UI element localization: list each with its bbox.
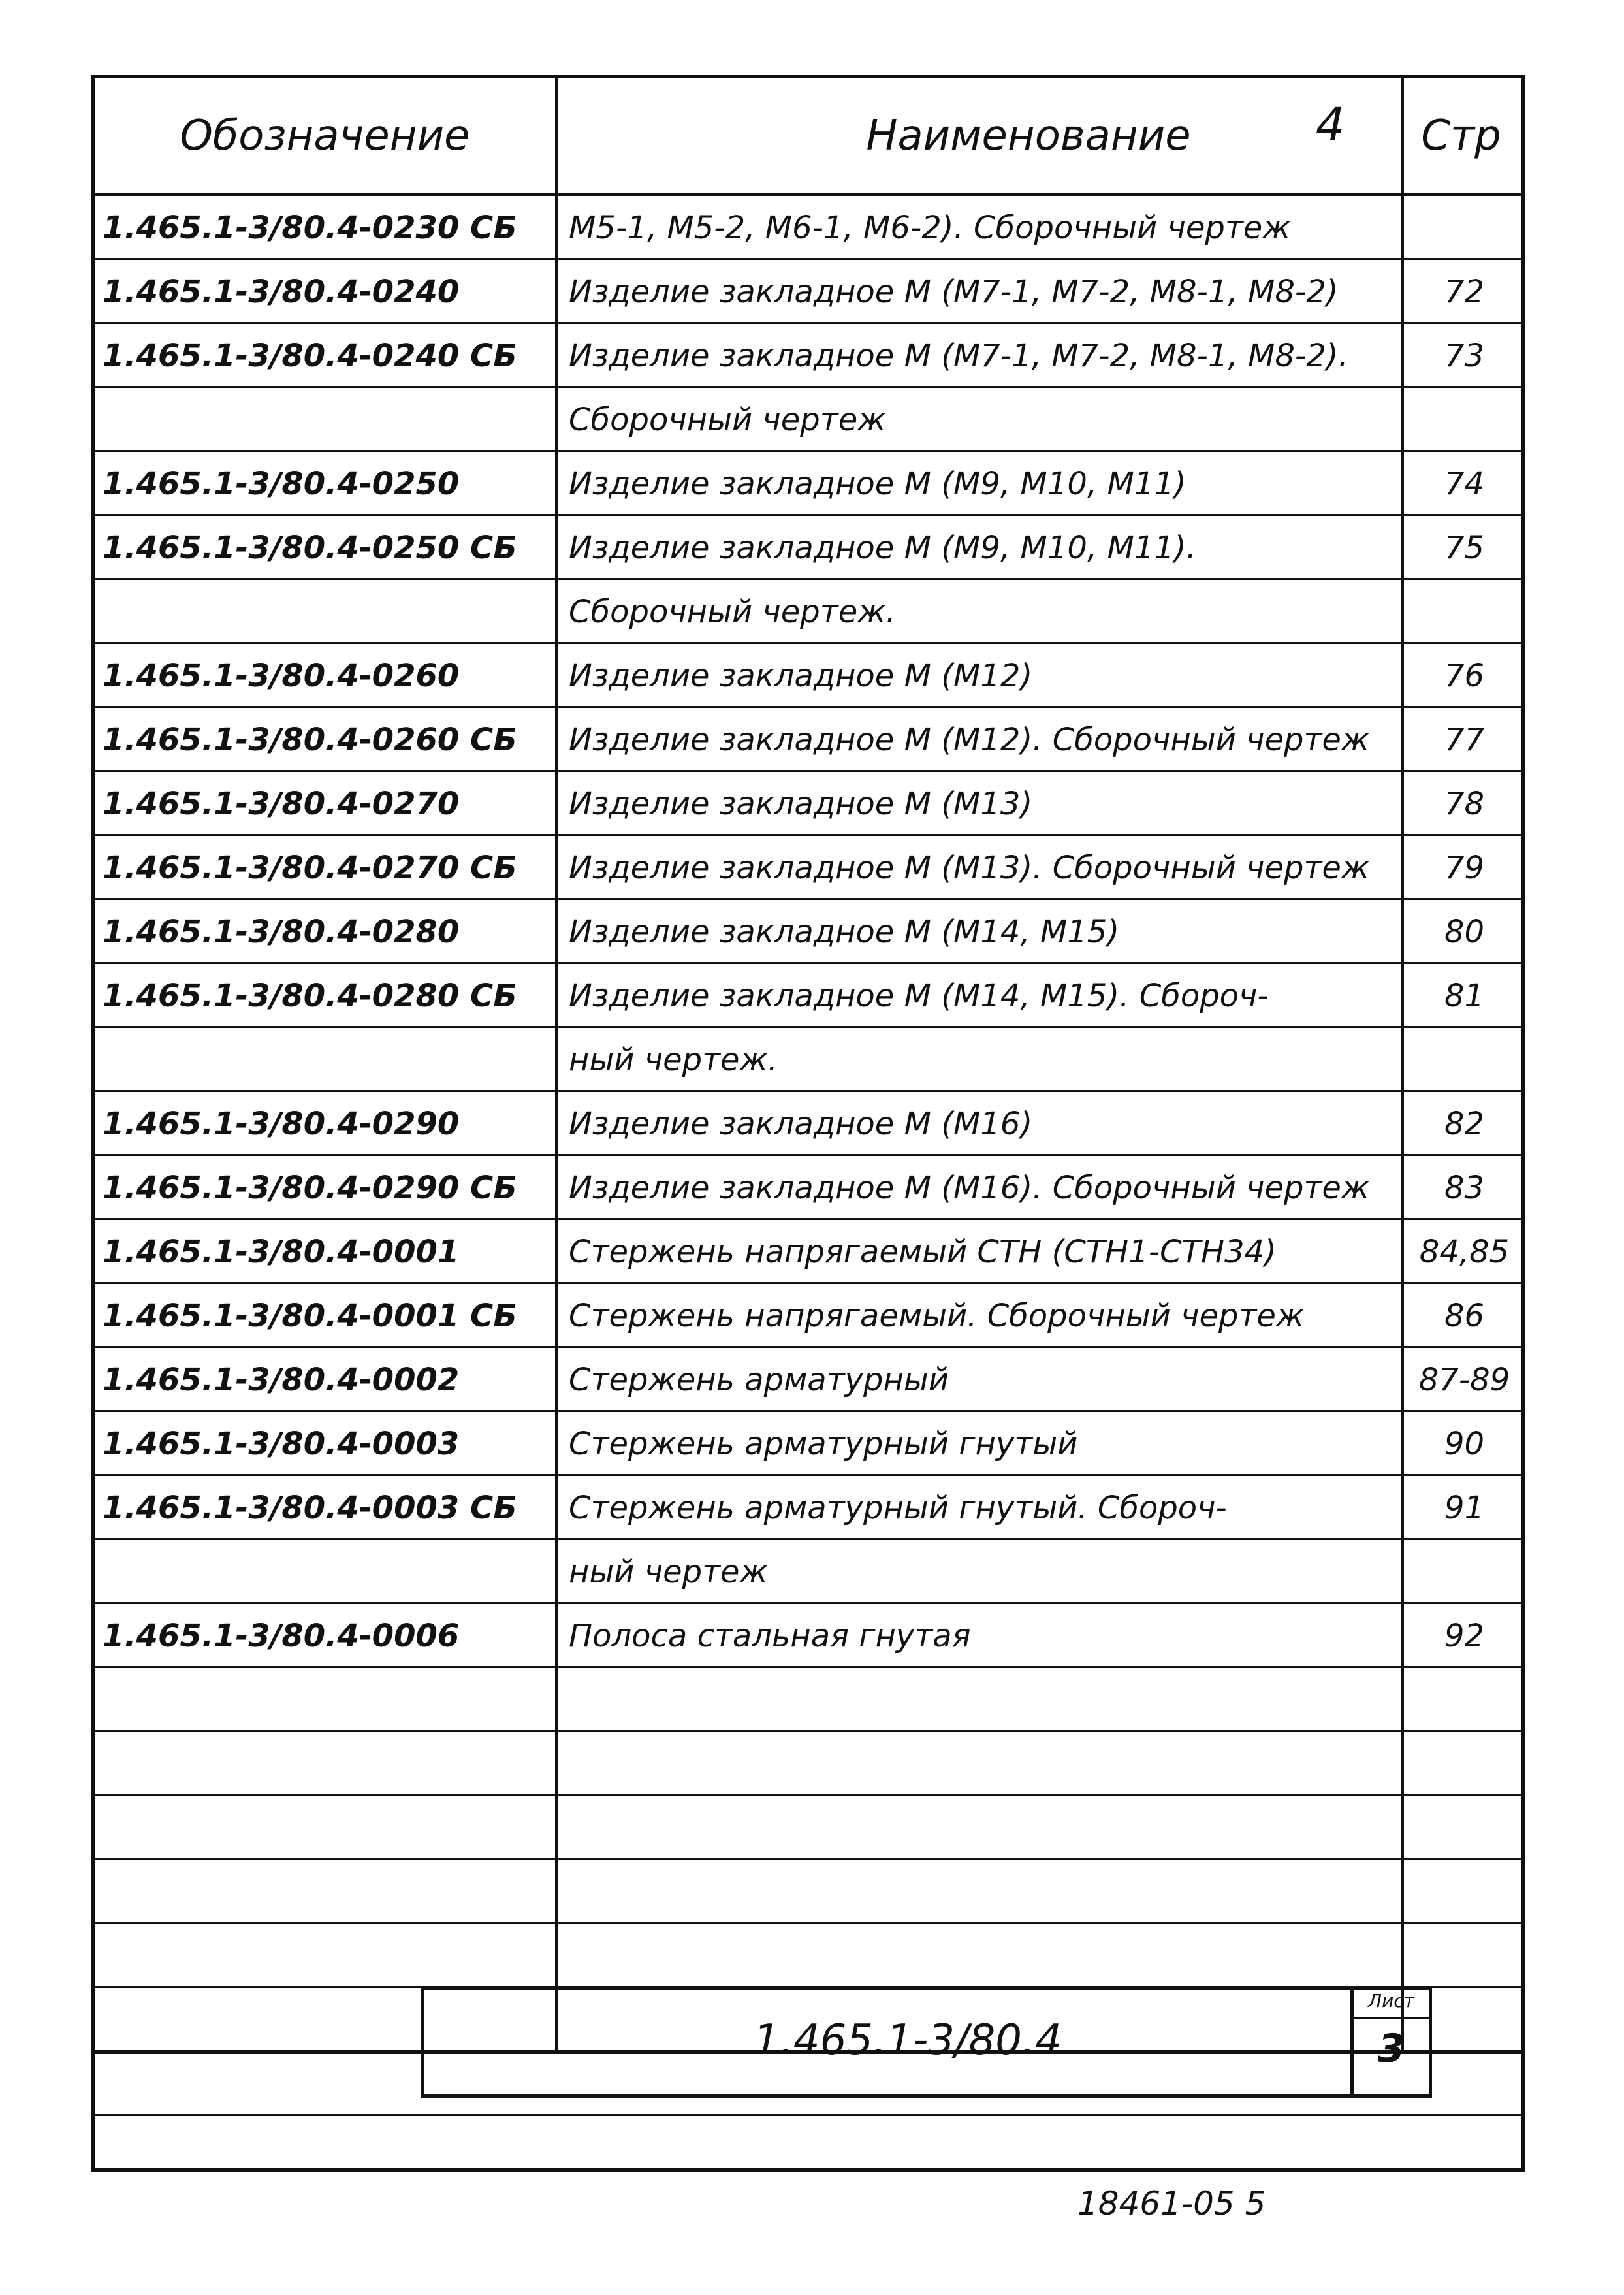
cell-name: М5-1, М5-2, М6-1, М6-2). Сборочный чертеж xyxy=(569,210,1291,246)
table-row xyxy=(95,1028,1521,1092)
cell-designation xyxy=(103,580,556,644)
cell-name: Стержень арматурный гнутый xyxy=(569,1426,1078,1462)
cell-name: Изделие закладное М (М7-1, М7-2, М8-1, М8-2). xyxy=(569,338,1348,374)
cell-name: Изделие закладное М (М13). Сборочный чертеж xyxy=(569,850,1370,886)
cell-name: Сборочный чертеж xyxy=(569,402,886,438)
cell-designation: 1.465.1-3/80.4-0003 СБ xyxy=(103,1490,517,1526)
doc-number: 1.465.1-3/80.4 xyxy=(753,2016,1062,2064)
cell-designation: 1.465.1-3/80.4-0290 СБ xyxy=(103,1170,517,1206)
cell-designation: 1.465.1-3/80.4-0280 СБ xyxy=(103,978,517,1014)
empty-row xyxy=(95,1796,1521,1860)
cell-designation: 1.465.1-3/80.4-0240 xyxy=(103,274,460,310)
cell-name: Изделие закладное М (М7-1, М7-2, М8-1, М8-2) xyxy=(569,274,1339,310)
table-row xyxy=(95,1412,1521,1476)
table-row xyxy=(95,1604,1521,1668)
table-row xyxy=(95,196,1521,260)
cell-name: Стержень напрягаемый. Сборочный чертеж xyxy=(569,1298,1305,1334)
cell-page: 76 xyxy=(1444,658,1485,694)
sheet-box xyxy=(1350,1990,1429,2094)
cell-page: 86 xyxy=(1444,1298,1485,1334)
cell-designation: 1.465.1-3/80.4-0001 СБ xyxy=(103,1298,517,1334)
cell-page: 78 xyxy=(1444,786,1485,822)
cell-designation: 1.465.1-3/80.4-0250 xyxy=(103,466,460,502)
cell-designation xyxy=(103,1540,556,1604)
header-name: Наименование xyxy=(555,78,1502,196)
cell-name: Стержень напрягаемый СТН (СТН1-СТН34) xyxy=(569,1234,1277,1270)
table-row xyxy=(95,1476,1521,1540)
cell-designation xyxy=(103,388,556,452)
cell-page: 91 xyxy=(1444,1490,1485,1526)
table-row xyxy=(95,260,1521,324)
table-row xyxy=(95,900,1521,964)
table-row xyxy=(95,388,1521,452)
table-row xyxy=(95,452,1521,516)
cell-designation: 1.465.1-3/80.4-0002 xyxy=(103,1362,460,1398)
cell-designation: 1.465.1-3/80.4-0260 СБ xyxy=(103,722,517,758)
table-row xyxy=(95,772,1521,836)
cell-page: 81 xyxy=(1444,978,1485,1014)
cell-page: 74 xyxy=(1444,466,1485,502)
table-row xyxy=(95,1540,1521,1604)
cell-name: Изделие закладное М (М16). Сборочный чертеж xyxy=(569,1170,1370,1206)
cell-name: Стержень арматурный xyxy=(569,1362,949,1398)
cell-name: Изделие закладное М (М12) xyxy=(569,658,1033,694)
cell-page: 82 xyxy=(1444,1106,1485,1142)
cell-name: Изделие закладное М (М9, М10, М11). xyxy=(569,530,1196,566)
cell-name: Сборочный чертеж. xyxy=(569,594,896,630)
cell-designation: 1.465.1-3/80.4-0260 xyxy=(103,658,460,694)
table-row xyxy=(95,964,1521,1028)
cell-page xyxy=(1410,196,1518,260)
cell-designation: 1.465.1-3/80.4-0270 xyxy=(103,786,460,822)
cell-page xyxy=(1410,1540,1518,1604)
empty-row xyxy=(95,1924,1521,1988)
cell-designation: 1.465.1-3/80.4-0290 xyxy=(103,1106,460,1142)
cell-page: 72 xyxy=(1444,274,1485,310)
sheet-number: 3 xyxy=(1377,2026,1405,2072)
cell-name: Изделие закладное М (М9, М10, М11) xyxy=(569,466,1186,502)
cell-page xyxy=(1410,580,1518,644)
cell-designation: 1.465.1-3/80.4-0250 СБ xyxy=(103,530,517,566)
document-sheet xyxy=(91,75,1525,2172)
sheet-label: Лист xyxy=(1354,1990,1429,2019)
table-row xyxy=(95,1220,1521,1284)
cell-designation: 1.465.1-3/80.4-0280 xyxy=(103,914,460,950)
cell-name: Изделие закладное М (М16) xyxy=(569,1106,1033,1142)
table-row xyxy=(95,644,1521,708)
cell-page: 75 xyxy=(1444,530,1485,566)
table-row xyxy=(95,1284,1521,1348)
empty-row xyxy=(95,1668,1521,1732)
empty-row xyxy=(95,1732,1521,1796)
cell-name: Стержень арматурный гнутый. Сбороч- xyxy=(569,1490,1227,1526)
cell-page: 90 xyxy=(1444,1426,1485,1462)
cell-name: Полоса стальная гнутая xyxy=(569,1618,971,1654)
table-row xyxy=(95,1348,1521,1412)
cell-page: 84,85 xyxy=(1419,1234,1510,1270)
title-block xyxy=(421,1987,1432,2098)
header-mark: 4 xyxy=(1316,98,1345,152)
header-page: Стр xyxy=(1401,78,1521,196)
cell-page: 80 xyxy=(1444,914,1485,950)
cell-designation: 1.465.1-3/80.4-0230 СБ xyxy=(103,210,517,246)
archive-stamp: 18461-05 5 xyxy=(1077,2185,1266,2223)
cell-name: Изделие закладное М (М14, М15). Сбороч- xyxy=(569,978,1269,1014)
cell-name: Изделие закладное М (М14, М15) xyxy=(569,914,1120,950)
table-row xyxy=(95,1156,1521,1220)
cell-designation: 1.465.1-3/80.4-0003 xyxy=(103,1426,460,1462)
cell-designation xyxy=(103,1028,556,1092)
empty-row xyxy=(95,1860,1521,1924)
cell-page: 83 xyxy=(1444,1170,1485,1206)
table-row xyxy=(95,324,1521,388)
cell-name: Изделие закладное М (М12). Сборочный чертеж xyxy=(569,722,1370,758)
table-row xyxy=(95,516,1521,580)
cell-page xyxy=(1410,388,1518,452)
header-designation: Обозначение xyxy=(95,78,555,196)
table-row xyxy=(95,708,1521,772)
cell-page: 77 xyxy=(1444,722,1485,758)
cell-name: ный чертеж xyxy=(569,1554,768,1590)
cell-page: 87-89 xyxy=(1418,1362,1510,1398)
cell-designation: 1.465.1-3/80.4-0270 СБ xyxy=(103,850,517,886)
cell-page: 79 xyxy=(1444,850,1485,886)
cell-page xyxy=(1410,1028,1518,1092)
cell-page: 92 xyxy=(1444,1618,1485,1654)
cell-name: ный чертеж. xyxy=(569,1042,778,1078)
cell-designation: 1.465.1-3/80.4-0001 xyxy=(103,1234,460,1270)
cell-page: 73 xyxy=(1444,338,1485,374)
table-row xyxy=(95,836,1521,900)
table-row xyxy=(95,1092,1521,1156)
cell-name: Изделие закладное М (М13) xyxy=(569,786,1033,822)
cell-designation: 1.465.1-3/80.4-0240 СБ xyxy=(103,338,517,374)
cell-designation: 1.465.1-3/80.4-0006 xyxy=(103,1618,460,1654)
table-row xyxy=(95,580,1521,644)
